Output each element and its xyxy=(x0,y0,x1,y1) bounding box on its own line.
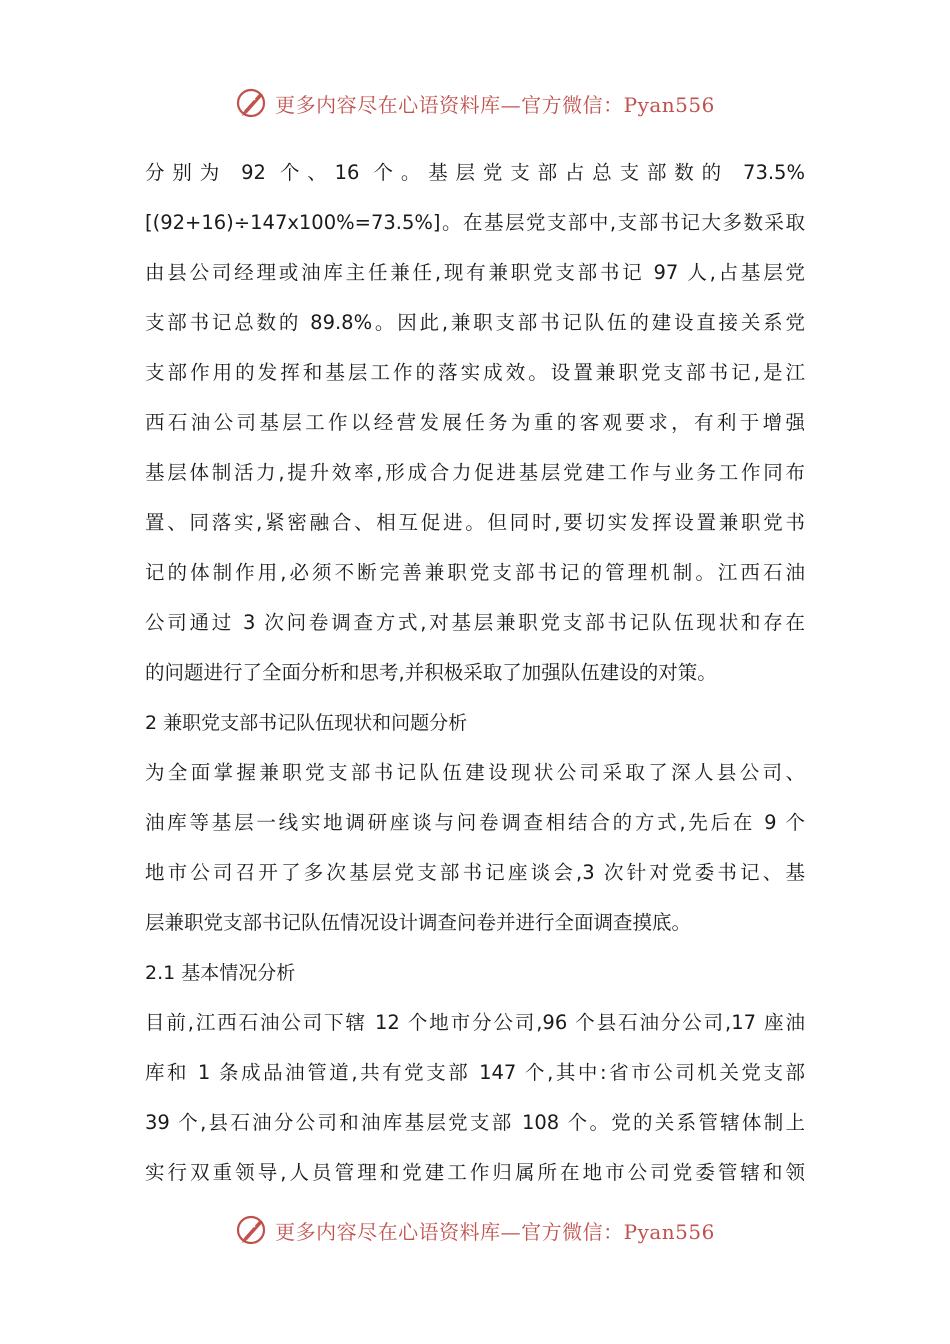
pen-logo-icon xyxy=(235,86,269,120)
watermark-text: 更多内容尽在心语资料库—官方微信：Pyan556 xyxy=(275,1219,715,1244)
text-line: 实行双重领导,人员管理和党建工作归属所在地市公司党委管辖和领 xyxy=(145,1161,805,1184)
text-line: 目前,江西石油公司下辖 12 个地市分公司,96 个县石油分公司,17 座油 xyxy=(145,1011,805,1034)
text-line: 库和 1 条成品油管道,共有党支部 147 个,其中:省市公司机关党支部 xyxy=(145,1061,805,1084)
text-line: 地市公司召开了多次基层党支部书记座谈会,3 次针对党委书记、基 xyxy=(145,861,805,884)
text-line: 公司通过 3 次问卷调查方式,对基层兼职党支部书记队伍现状和存在 xyxy=(145,611,805,634)
text-line: 39 个,县石油分公司和油库基层党支部 108 个。党的关系管辖体制上 xyxy=(145,1111,805,1134)
text-line: 基层体制活力,提升效率,形成合力促进基层党建工作与业务工作同布 xyxy=(145,461,805,484)
text-line: 支部书记总数的 89.8%。因此,兼职支部书记队伍的建设直接关系党 xyxy=(145,311,805,334)
footer-watermark xyxy=(0,1210,950,1250)
text-line: 油库等基层一线实地调研座谈与问卷调查相结合的方式,先后在 9 个 xyxy=(145,811,805,834)
text-line: 分别为 92 个、16 个。基层党支部占总支部数的 73.5% xyxy=(145,161,805,184)
text-line: 为全面掌握兼职党支部书记队伍建设现状公司采取了深人县公司、 xyxy=(145,761,805,784)
text-line: 置、同落实,紧密融合、相互促进。但同时,要切实发挥设置兼职党书 xyxy=(145,511,805,534)
text-line: 西石油公司基层工作以经营发展任务为重的客观要求，有利于增强 xyxy=(145,411,805,434)
subsection-heading: 2.1 基本情况分析 xyxy=(145,962,296,984)
text-line: 支部作用的发挥和基层工作的落实成效。设置兼职党支部书记,是江 xyxy=(145,361,805,384)
text-line: 记的体制作用,必须不断完善兼职党支部书记的管理机制。江西石油 xyxy=(145,561,805,584)
text-line: [(92+16)÷147x100%=73.5%]。在基层党支部中,支部书记大多数采取 xyxy=(145,211,805,234)
watermark-text: 更多内容尽在心语资料库—官方微信：Pyan556 xyxy=(275,92,715,117)
document-body xyxy=(145,148,805,1198)
text-line: 层兼职党支部书记队伍情况设计调查问卷并进行全面调查摸底。 xyxy=(145,911,692,934)
pen-logo-icon xyxy=(235,1213,269,1247)
text-line: 由县公司经理或油库主任兼任,现有兼职党支部书记 97 人,占基层党 xyxy=(145,261,805,284)
text-line: 的问题进行了全面分析和思考,并积极采取了加强队伍建设的对策。 xyxy=(145,661,717,684)
header-watermark xyxy=(0,83,950,123)
section-heading: 2 兼职党支部书记队伍现状和问题分析 xyxy=(145,712,468,734)
